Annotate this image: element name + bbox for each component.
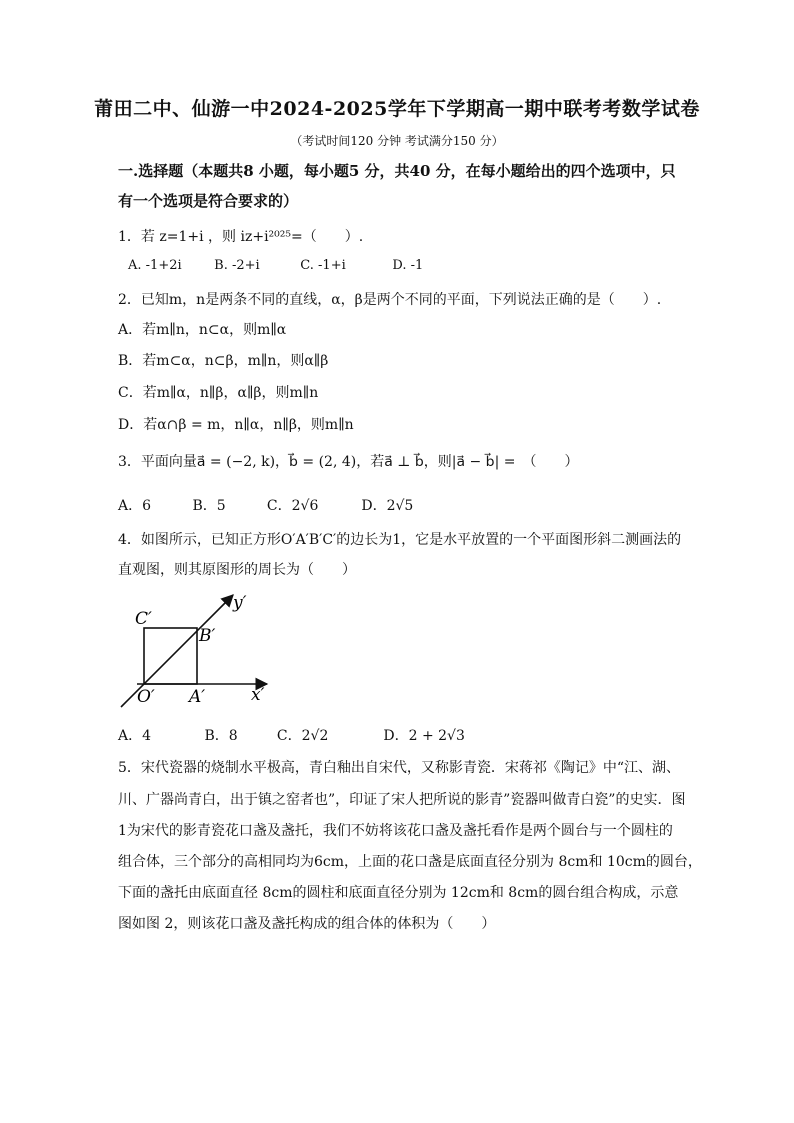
q1-option-d: D. -1 <box>392 258 424 273</box>
q4-option-c: C．2√2 <box>276 728 329 744</box>
question-5-line-2: 川、广器尚青白，出于镇之窑者也”，印证了宋人把所说的影青”瓷器叫做青白瓷”的史实．图 <box>118 792 686 808</box>
label-c: C′ <box>135 609 152 629</box>
question-2-stem: 2．已知m，n是两条不同的直线，α，β是两个不同的平面，下列说法正确的是（ ）. <box>118 292 662 308</box>
q3-option-d: D．2√5 <box>361 498 414 514</box>
q3-option-b: B．5 <box>192 498 226 514</box>
q4-option-b: B．8 <box>204 728 238 744</box>
q1-option-c: C. -1+i <box>300 258 346 273</box>
question-5-line-1: 5．宋代瓷器的烧制水平极高，青白釉出自宋代，又称影青瓷．宋蒋祁《陶记》中“江、湖、 <box>118 760 681 776</box>
question-3-stem: 3．平面向量a⃗ = (−2, k)，b⃗ = (2, 4)，若a⃗ ⊥ b⃗，则|a⃗ − b⃗| = （ ） <box>118 454 579 470</box>
q2-option-b: B．若m⊂α，n⊂β，m∥n，则α∥β <box>118 353 329 369</box>
label-x: x′ <box>251 685 265 705</box>
question-3-options <box>118 495 413 515</box>
q3-option-a: A．6 <box>118 498 152 514</box>
question-1-stem: 1．若 z=1+i ，则 iz+i²⁰²⁵=（ ）. <box>118 229 364 245</box>
question-4-options <box>118 725 465 745</box>
question-5-line-5: 下面的盏托由底面直径 8cm的圆柱和底面直径分别为 12cm和 8cm的圆台组合构成，示意 <box>118 885 679 901</box>
label-a: A′ <box>189 687 206 707</box>
section-heading: 一.选择题（本题共8 小题，每小题5 分，共40 分，在每小题给出的四个选项中，只有一个选项是符合要求的） <box>118 162 676 210</box>
label-o: O′ <box>137 687 155 707</box>
question-4-stem-line2: 直观图，则其原图形的周长为（ ） <box>118 562 356 578</box>
q2-option-a: A．若m∥n，n⊂α，则m∥α <box>118 322 287 338</box>
exam-title: 莆田二中、仙游一中2024-2025学年下学期高一期中联考考数学试卷 <box>94 98 700 120</box>
question-5-line-3: 1为宋代的影青瓷花口盏及盏托，我们不妨将该花口盏及盏托看作是两个圆台与一个圆柱的 <box>118 823 673 839</box>
q1-option-b: B. -2+i <box>214 258 260 273</box>
question-1-options <box>128 258 423 273</box>
q4-option-a: A．4 <box>118 728 152 744</box>
exam-subtitle: （考试时间120 分钟 考试满分150 分） <box>290 134 504 148</box>
q2-option-c: C．若m∥α，n∥β，α∥β，则m∥n <box>118 385 319 401</box>
question-4-figure <box>115 588 285 713</box>
q4-option-d: D．2 + 2√3 <box>383 728 465 744</box>
question-5-line-4: 组合体，三个部分的高相同均为6cm，上面的花口盏是底面直径分别为 8cm和 10cm的圆台， <box>118 854 702 870</box>
q1-option-a: A. -1+2i <box>128 258 182 273</box>
label-y: y′ <box>233 593 247 613</box>
label-b: B′ <box>199 626 216 646</box>
q2-option-d: D．若α∩β = m，n∥α，n∥β，则m∥n <box>118 417 354 433</box>
question-5-line-6: 图如图 2，则该花口盏及盏托构成的组合体的体积为（ ） <box>118 916 496 932</box>
q3-option-c: C．2√6 <box>266 498 319 514</box>
question-4-stem-line1: 4．如图所示，已知正方形O′A′B′C′的边长为1，它是水平放置的一个平面图形斜二测画法的 <box>118 532 682 548</box>
